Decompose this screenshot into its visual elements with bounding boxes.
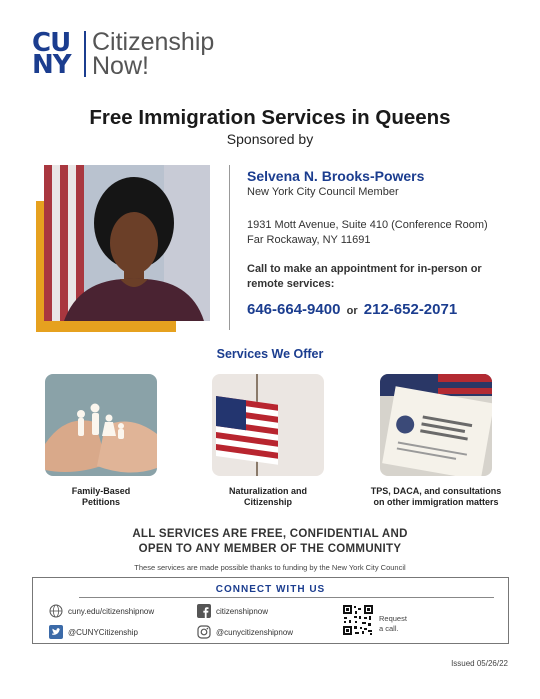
logo-divider [84, 31, 86, 77]
phone-number-2[interactable]: 212-652-2071 [363, 301, 458, 318]
logo-text-line1: Citizenship [92, 28, 215, 56]
funding-note: These services are made possible thanks to funding by the New York City Council [134, 563, 406, 572]
sponsor-photo-frame [36, 165, 210, 332]
logo-wordmark [92, 30, 214, 78]
logo-text-line2: Now! [92, 52, 149, 80]
connect-divider [79, 597, 494, 598]
phone-numbers [247, 301, 517, 318]
globe-icon [49, 604, 63, 618]
connect-box [32, 577, 509, 644]
service-label-line1: Family-Based [71, 486, 131, 496]
qr-caption [379, 614, 407, 634]
cuny-logo [32, 30, 214, 78]
facebook-icon [197, 604, 211, 618]
page-title: Free Immigration Services in Queens [89, 106, 451, 129]
facebook-link[interactable] [197, 604, 268, 618]
sponsor-name: Selvena N. Brooks-Powers [247, 168, 425, 184]
uscis-document-photo-icon [380, 374, 492, 476]
service-label-line1: Naturalization and [228, 486, 307, 496]
sponsor-role: New York City Council Member [247, 186, 399, 198]
free-services-statement [0, 527, 540, 557]
service-label-line2: on other immigration matters [373, 497, 499, 507]
page-subtitle: Sponsored by [226, 131, 314, 147]
logo-mark-line2: NY [32, 50, 71, 80]
call-line1: Call to make an appointment for in-person or [247, 263, 482, 275]
service-tps-daca [356, 374, 516, 508]
service-label-line2: Citizenship [243, 497, 292, 507]
twitter-icon [49, 625, 63, 639]
free-line1: ALL SERVICES ARE FREE, CONFIDENTIAL AND [132, 528, 408, 540]
facebook-text: citizenshipnow [216, 606, 269, 616]
issued-date: Issued 05/26/22 [451, 659, 508, 668]
phone-number-1[interactable]: 646-664-9400 [247, 301, 341, 318]
twitter-text: @CUNYCitizenship [68, 627, 138, 637]
logo-mark-line1: CU [32, 28, 71, 58]
sponsor-info [247, 168, 517, 318]
twitter-link[interactable] [49, 625, 138, 639]
instagram-link[interactable] [197, 625, 293, 639]
cuny-logo-mark [32, 28, 80, 80]
sponsor-photo [44, 165, 210, 321]
services-heading: Services We Offer [216, 347, 324, 361]
us-flag-photo-icon [212, 374, 324, 476]
qr-caption-line1: Request [379, 614, 407, 623]
instagram-text: @cunycitizenshipnow [216, 627, 294, 637]
address-line1: 1931 Mott Avenue, Suite 410 (Conference Room) [247, 219, 488, 231]
service-label [21, 486, 181, 508]
website-text: cuny.edu/citizenshipnow [68, 606, 155, 616]
section-divider [229, 165, 230, 330]
service-label [356, 486, 516, 508]
phone-or: or [346, 305, 358, 317]
sponsor-address [247, 218, 517, 248]
service-label [188, 486, 348, 508]
connect-title: CONNECT WITH US [215, 584, 326, 595]
service-label-line1: TPS, DACA, and consultations [370, 486, 502, 496]
call-instructions [247, 262, 517, 292]
website-link[interactable] [49, 604, 154, 618]
service-naturalization [188, 374, 348, 508]
service-label-line2: Petitions [81, 497, 120, 507]
call-line2: remote services: [247, 278, 335, 290]
free-line2: OPEN TO ANY MEMBER OF THE COMMUNITY [138, 543, 402, 555]
address-line2: Far Rockaway, NY 11691 [247, 234, 371, 246]
qr-caption-line2: a call. [379, 624, 399, 633]
qr-code-icon[interactable] [342, 604, 374, 636]
family-hands-photo-icon [45, 374, 157, 476]
service-family-based [21, 374, 181, 508]
instagram-icon [197, 625, 211, 639]
